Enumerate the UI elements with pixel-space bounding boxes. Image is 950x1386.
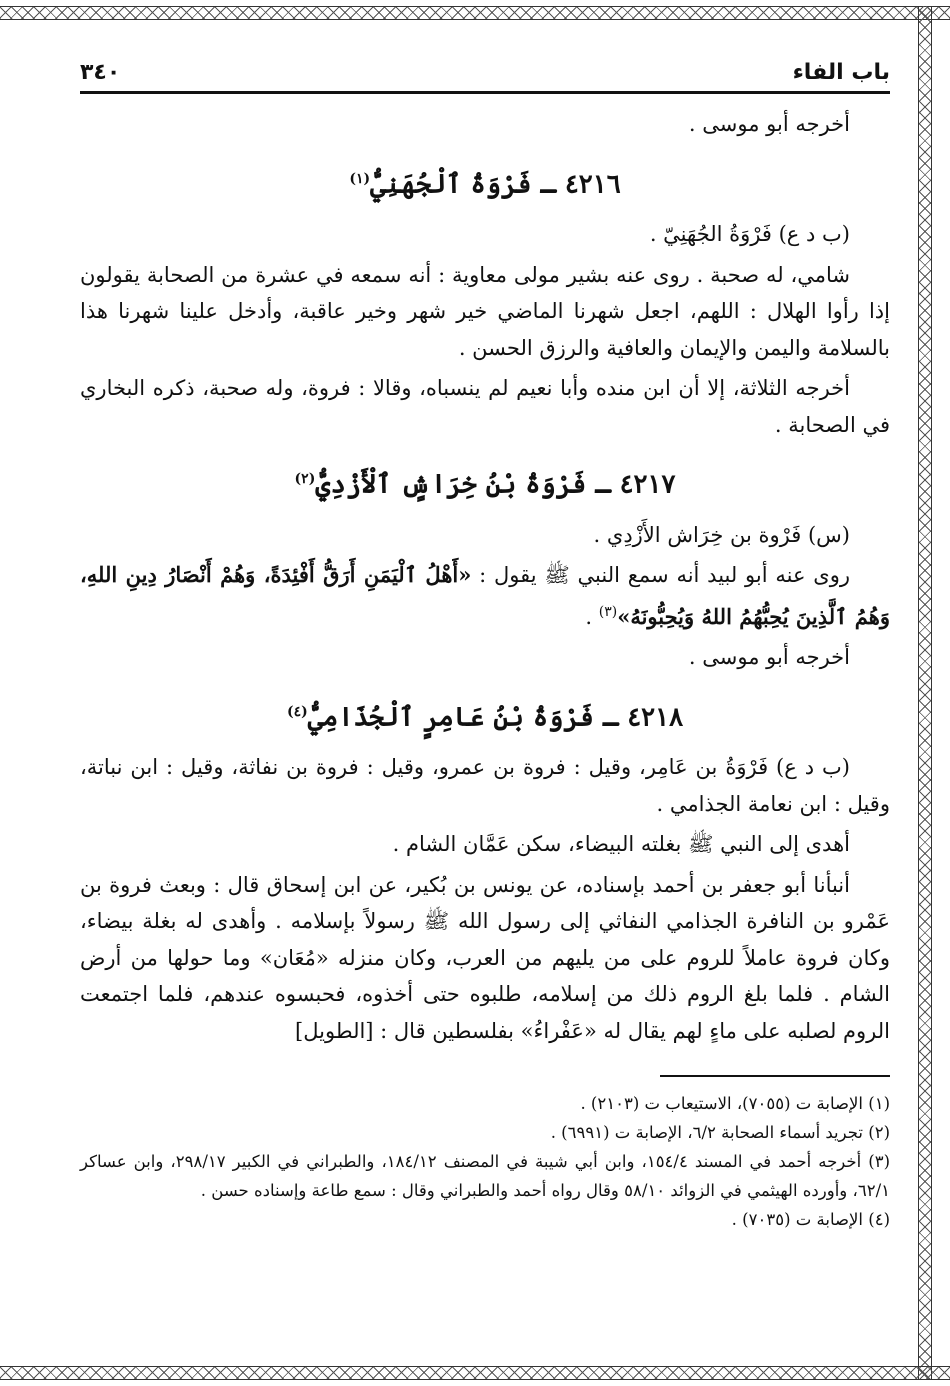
footnote-ref: (٤) bbox=[286, 703, 308, 720]
paragraph: شامي، له صحبة . روى عنه بشير مولى معاوية : أنه سمعه في عشرة من الصحابة يقولون إذا رأوا الهلال : اللهم، اجعل شهرنا الماضي خير شهر وخير عاقبة، وأدخل علينا شهرنا هذا بالسلامة واليمن والإيمان والعافية والرزق الحسن . bbox=[80, 262, 890, 360]
decorative-border-top bbox=[0, 6, 950, 20]
paragraph: أخرجه أبو موسى . bbox=[688, 645, 850, 670]
entry-title-text: ٤٢١٦ ـ فَرْوَةُ ٱلْجُهَنِيُّ bbox=[370, 169, 621, 200]
chapter-title: باب الفاء bbox=[792, 60, 890, 85]
hadith-quote: «أَهْلُ ٱلْيَمَنِ أَرَقُّ أَفْئِدَةً، وَهُمْ أَنْصَارُ دِينِ اللهِ، وَهُمُ ٱلَّذِينَ يُحِبُّهُمُ اللهُ وَيُحِبُّونَهُ» bbox=[80, 562, 890, 629]
footnote: (٤) الإصابة ت (٧٠٣٥) . bbox=[731, 1210, 890, 1230]
footnote: (١) الإصابة ت (٧٠٥٥)، الاستيعاب ت (٢١٠٣) . bbox=[580, 1094, 890, 1114]
paragraph: (س) فَرْوة بن خِرَاش الأَزْدِي . bbox=[593, 522, 850, 547]
book-page bbox=[80, 60, 890, 1234]
footnote: (٣) أخرجه أحمد في المسند ١٥٤/٤، وابن أبي شيبة في المصنف ١٨٤/١٢، والطبراني في الكبير ٢٩٨/١٧، وابن عساكر ٦٢/١، وأورده الهيثمي في الزوائد ٥٨/١٠ وقال رواه أحمد والطبراني وقال : سمع طاعة وإسناده حسن . bbox=[80, 1152, 891, 1201]
footnote-separator bbox=[660, 1075, 890, 1077]
paragraph: أنبأنا أبو جعفر بن أحمد بإسناده، عن يونس بن بُكير، عن ابن إسحاق قال : وبعث فروة بن عَمْرو بن النافرة الجذامي النفاثي إلى رسول الله ﷺ رسولاً بإسلامه . وأهدى له بغلة بيضاء، وكان فروة عاملاً للروم على من يليهم من العرب، وكان منزله «مُعَان» وما حولها من أرض الشام . فلما بلغ الروم ذلك من إسلامه، طلبوه حتى أخذوه، فحبسوه عندهم، فلما اجتمعت الروم لصلبه على ماءٍ لهم يقال له «عَفْراءُ» بفلسطين قال : [الطويل] bbox=[80, 872, 890, 1043]
entry-title-text: ٤٢١٨ ـ فَرْوَةُ بْنُ عَامِرٍ ٱلْجُذَامِيُّ bbox=[307, 702, 684, 733]
running-header bbox=[80, 60, 890, 94]
footnote-ref: (٢) bbox=[294, 471, 316, 488]
paragraph-text: روى عنه أبو لبيد أنه سمع النبي ﷺ يقول : bbox=[471, 563, 850, 588]
paragraph: أهدى إلى النبي ﷺ بغلته البيضاء، سكن عَمَّان الشام . bbox=[392, 832, 850, 857]
footnote-ref: (١) bbox=[349, 170, 371, 187]
decorative-border-right bbox=[918, 6, 932, 1380]
paragraph: أخرجه الثلاثة، إلا أن ابن منده وأبا نعيم لم ينسباه، وقالا : فروة، وله صحبة، ذكره البخاري في الصحابة . bbox=[80, 376, 890, 437]
main-text bbox=[80, 106, 890, 1049]
entry-title-text: ٤٢١٧ ـ فَرْوَةُ بْنُ خِرَاشٍ ٱلْأَزْدِيُّ bbox=[315, 469, 676, 500]
entry-title-4216 bbox=[80, 159, 890, 205]
footnotes bbox=[80, 1089, 890, 1234]
paragraph-hadith bbox=[80, 557, 890, 635]
page-number: ٣٤٠ bbox=[80, 60, 121, 85]
paragraph: أخرجه أبو موسى . bbox=[688, 112, 850, 136]
paragraph: (ب د ع) فَرْوَةُ بن عَامِر، وقيل : فروة بن عمرو، وقيل : فروة بن نفاثة، وقيل : ابن نباتة، وقيل : ابن نعامة الجذامي . bbox=[80, 755, 890, 816]
decorative-border-bottom bbox=[0, 1366, 950, 1380]
paragraph: (ب د ع) فَرْوَةُ الجُهَنِيّ . bbox=[649, 222, 850, 247]
paragraph-end: . bbox=[585, 604, 599, 629]
entry-title-4217 bbox=[80, 459, 890, 505]
entry-title-4218 bbox=[80, 692, 890, 738]
footnote-ref: (٣) bbox=[598, 603, 618, 620]
footnote: (٢) تجريد أسماء الصحابة ٦/٢، الإصابة ت (٦٩٩١) . bbox=[550, 1123, 890, 1143]
